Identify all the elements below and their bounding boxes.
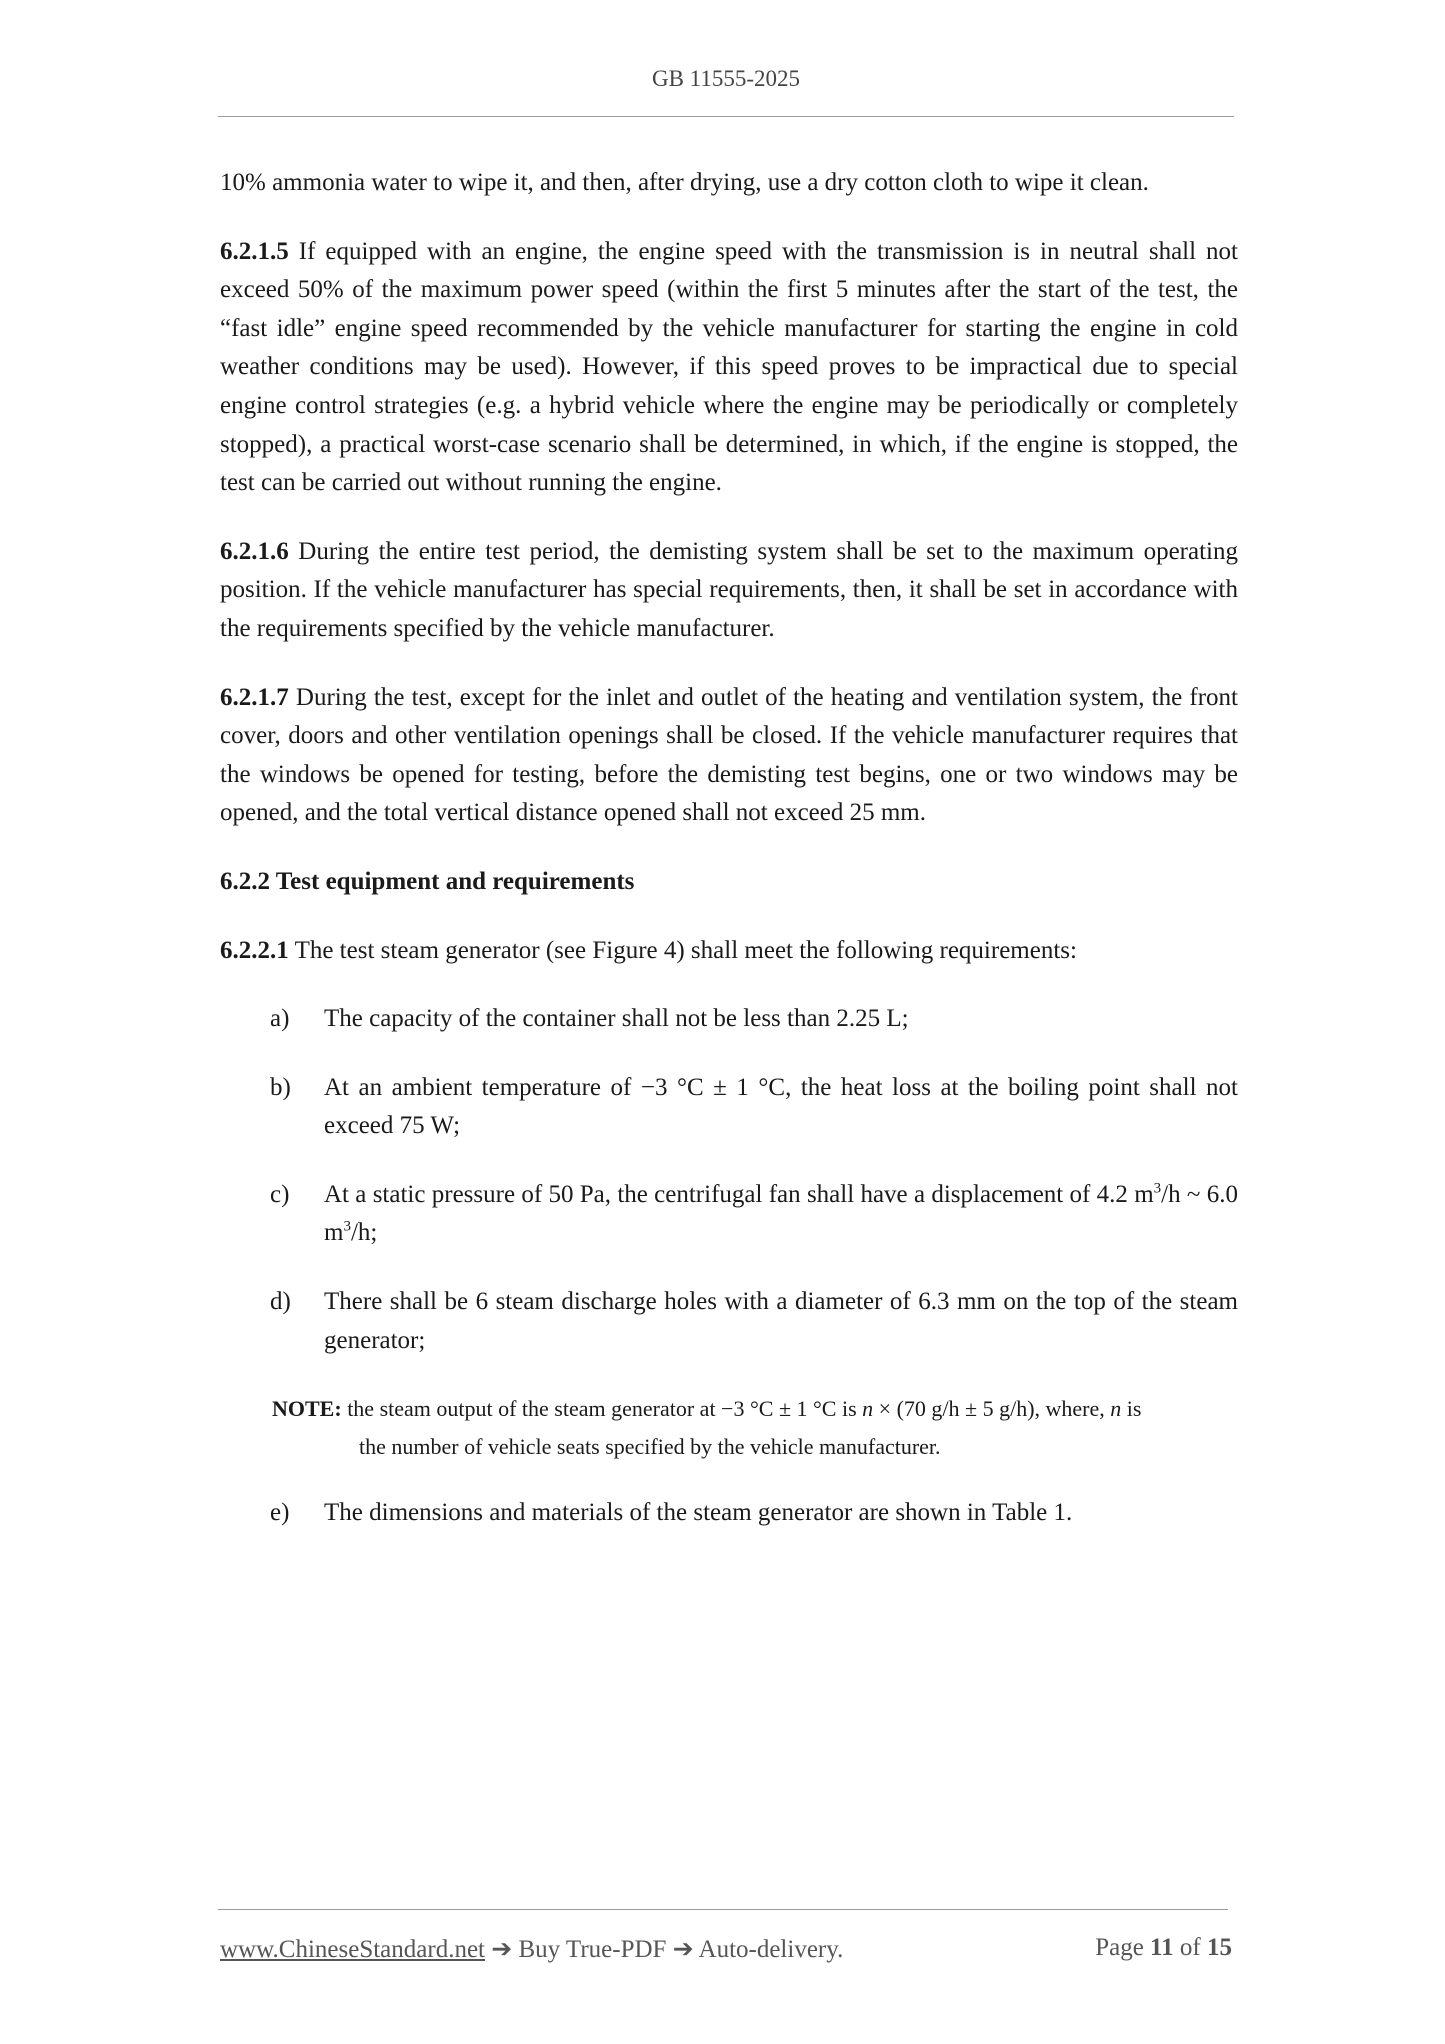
clause-number: 6.2.1.6: [220, 537, 289, 565]
superscript: 3: [1153, 1180, 1162, 1197]
list-item-text: There shall be 6 steam discharge holes with a diameter of 6.3 mm on the top of the steam generator;: [324, 1288, 1238, 1354]
list-marker: c): [270, 1180, 290, 1208]
list-marker: e): [270, 1499, 290, 1527]
document-body: [220, 164, 1238, 1563]
clause-6-2-1-7: [220, 679, 1238, 833]
footer-promo: [220, 1934, 843, 1964]
paragraph-continued: 10% ammonia water to wipe it, and then, after drying, use a dry cotton cloth to wipe it clean.: [220, 169, 1149, 196]
clause-number: 6.2.1.7: [220, 683, 289, 711]
page-label: Page: [1095, 1934, 1144, 1961]
list-item-a: [220, 1000, 1238, 1039]
clause-6-2-1-5: [220, 233, 1238, 503]
note-text-part: is: [1126, 1396, 1142, 1422]
buy-text: Buy True-PDF: [518, 1936, 667, 1963]
clause-text: During the entire test period, the demisting system shall be set to the maximum operating position. If the vehicle manufacturer has special requirements, then, it shall be set in accordance with the requirements specified by the vehicle manufacturer.: [220, 537, 1238, 642]
list-item-text-part: At a static pressure of 50 Pa, the centrifugal fan shall have a displacement of 4.2 m: [324, 1180, 1154, 1208]
superscript: 3: [343, 1219, 351, 1236]
delivery-text: Auto-delivery.: [698, 1936, 844, 1963]
website-link[interactable]: www.ChineseStandard.net: [220, 1936, 485, 1963]
list-item-text-part: /h;: [350, 1219, 378, 1247]
list-marker: b): [270, 1073, 291, 1101]
list-marker: a): [270, 1005, 290, 1033]
list-marker: d): [270, 1288, 291, 1316]
total-pages: 15: [1207, 1934, 1232, 1961]
list-item-text: [324, 1181, 1238, 1247]
document-header: GB 11555-2025: [651, 66, 800, 91]
list-item-text: The dimensions and materials of the steam generator are shown in Table 1.: [324, 1499, 1073, 1527]
clause-number: 6.2.1.5: [220, 237, 289, 265]
list-item-text: The capacity of the container shall not be less than 2.25 L;: [324, 1005, 909, 1033]
clause-6-2-2-1: [220, 932, 1238, 971]
note-text-part: × (70 g/h ± 5 g/h), where,: [878, 1396, 1105, 1422]
section-heading-6-2-2: 6.2.2 Test equipment and requirements: [220, 867, 635, 895]
clause-number: 6.2.2.1: [220, 936, 289, 964]
note-text-part: the steam output of the steam generator at −3 °C ± 1 °C is: [347, 1396, 857, 1422]
list-item-b: [220, 1069, 1238, 1146]
page-number: [1095, 1934, 1232, 1962]
note-label: NOTE:: [272, 1396, 342, 1422]
note-variable: n: [862, 1396, 874, 1422]
footer-divider: [218, 1909, 1228, 1910]
clause-6-2-1-6: [220, 533, 1238, 649]
list-item-text-part: /h ~ 6.0 m: [324, 1180, 1238, 1247]
of-label: of: [1179, 1934, 1201, 1961]
note-variable: n: [1110, 1396, 1122, 1422]
header-divider: [218, 116, 1234, 117]
arrow-right-icon: ➔: [491, 1936, 513, 1963]
arrow-right-icon: ➔: [672, 1936, 694, 1963]
note-text-continuation: the number of vehicle seats specified by the vehicle manufacturer.: [359, 1434, 941, 1460]
list-item-c: [220, 1176, 1238, 1253]
list-item-e: [220, 1494, 1238, 1533]
note-block: [272, 1390, 1238, 1466]
list-item-text: At an ambient temperature of −3 °C ± 1 °C, the heat loss at the boiling point shall not exceed 75 W;: [324, 1073, 1238, 1140]
clause-text: The test steam generator (see Figure 4) shall meet the following requirements:: [294, 936, 1077, 964]
list-item-d: [220, 1283, 1238, 1360]
clause-text: During the test, except for the inlet and outlet of the heating and ventilation system, the front cover, doors and other ventilation openings shall be closed. If the vehicle manufacturer requires that the windows be opened for testing, before the demisting test begins, one or two windows may be opened, and the total vertical distance opened shall not exceed 25 mm.: [220, 683, 1239, 827]
current-page: 11: [1150, 1934, 1174, 1961]
clause-text: If equipped with an engine, the engine speed with the transmission is in neutral shall not exceed 50% of the maximum power speed (within the first 5 minutes after the start of the test, the “fast idle” engine speed recommended by the vehicle manufacturer for starting the engine in cold weather conditions may be used). However, if this speed proves to be impractical due to special engine control strategies (e.g. a hybrid vehicle where the engine may be periodically or completely stopped), a practical worst-case scenario shall be determined, in which, if the engine is stopped, the test can be carried out without running the engine.: [220, 237, 1238, 497]
